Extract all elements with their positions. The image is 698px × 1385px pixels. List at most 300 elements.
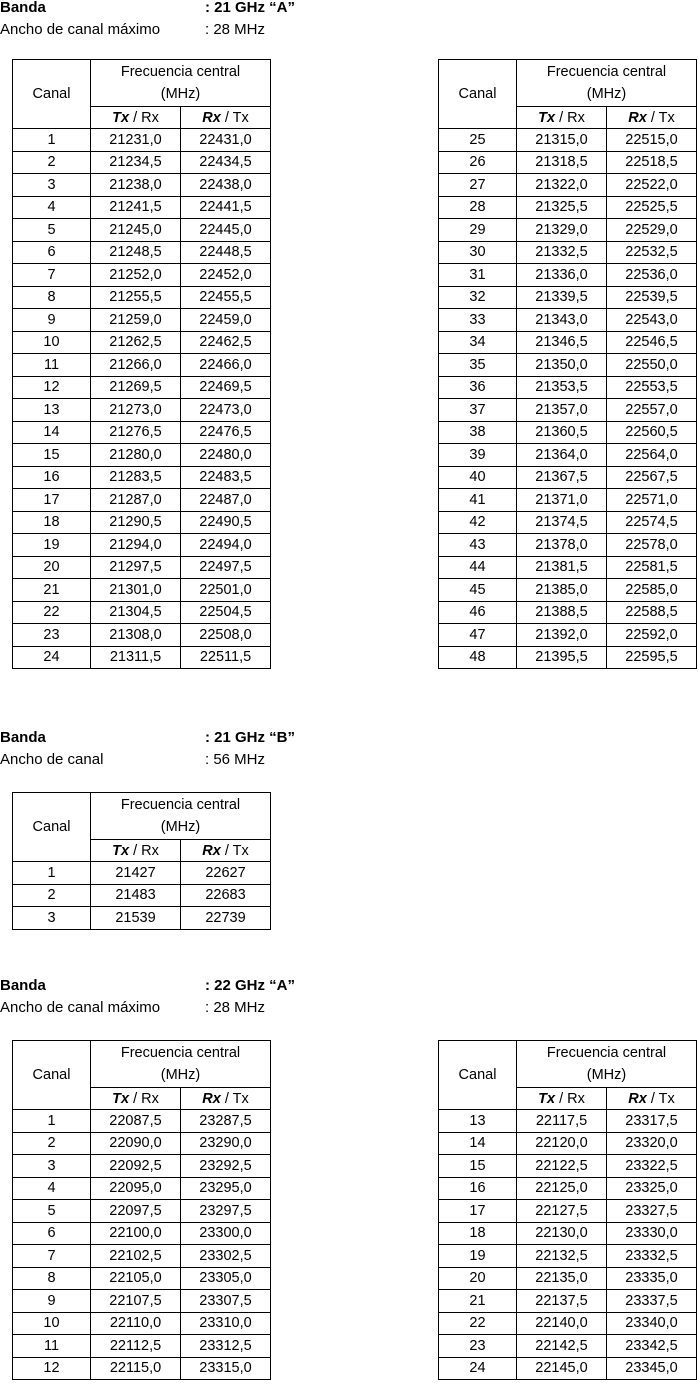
table-row [439, 1155, 697, 1178]
table-row [439, 264, 697, 287]
frequency-header-title: Frecuencia central [120, 797, 241, 813]
frequency-header [91, 1041, 271, 1088]
tx-frequency: 22132,5 [517, 1245, 607, 1268]
table-row [439, 444, 697, 467]
frequency-header-unit: (MHz) [160, 1067, 201, 1083]
rx-frequency: 23297,5 [181, 1200, 271, 1223]
table-row [13, 884, 271, 907]
banda-label: Banda [0, 729, 46, 746]
banda-label: Banda [0, 0, 46, 16]
channel-number: 11 [13, 354, 91, 377]
tx-frequency: 21346,5 [517, 331, 607, 354]
rx-column-header [181, 107, 271, 129]
tx-frequency: 21301,0 [91, 579, 181, 602]
tx-frequency: 22087,5 [91, 1110, 181, 1133]
channel-number: 1 [13, 862, 91, 885]
frequency-header [517, 60, 697, 107]
channel-number: 5 [13, 1200, 91, 1223]
tx-suffix: / Rx [555, 1090, 585, 1107]
tx-frequency: 21248,5 [91, 241, 181, 264]
rx-frequency: 23325,0 [607, 1177, 697, 1200]
channel-number: 22 [13, 601, 91, 624]
tx-column-header [517, 1088, 607, 1110]
rx-frequency: 23302,5 [181, 1245, 271, 1268]
rx-frequency: 22525,5 [607, 196, 697, 219]
table-row [13, 1222, 271, 1245]
table-row [439, 219, 697, 242]
rx-frequency: 22441,5 [181, 196, 271, 219]
table-row [13, 1200, 271, 1223]
rx-label: Rx [202, 109, 221, 126]
rx-frequency: 23290,0 [181, 1132, 271, 1155]
table-row [439, 1200, 697, 1223]
channel-number: 42 [439, 511, 517, 534]
frequency-header [91, 60, 271, 107]
table-row [13, 286, 271, 309]
table-row [13, 511, 271, 534]
rx-frequency: 22438,0 [181, 174, 271, 197]
rx-label: Rx [202, 1090, 221, 1107]
table-row [439, 1312, 697, 1335]
channel-number: 12 [13, 1357, 91, 1380]
tx-frequency: 21357,0 [517, 399, 607, 422]
rx-label: Rx [628, 109, 647, 126]
table-row [13, 907, 271, 930]
rx-suffix: / Tx [646, 1090, 675, 1107]
table-row [13, 174, 271, 197]
table-row [439, 331, 697, 354]
table-row [13, 1132, 271, 1155]
rx-frequency: 22578,0 [607, 534, 697, 557]
channel-number: 4 [13, 1177, 91, 1200]
tx-frequency: 21241,5 [91, 196, 181, 219]
tx-frequency: 21255,5 [91, 286, 181, 309]
tx-frequency: 22097,5 [91, 1200, 181, 1223]
table-row [439, 421, 697, 444]
table-row [439, 556, 697, 579]
tx-frequency: 21325,5 [517, 196, 607, 219]
channel-number: 16 [13, 466, 91, 489]
channel-table-21ghz-a-2 [438, 59, 697, 669]
rx-suffix: / Tx [220, 1090, 249, 1107]
rx-frequency: 22462,5 [181, 331, 271, 354]
channel-number: 29 [439, 219, 517, 242]
channel-number: 20 [439, 1267, 517, 1290]
channel-number: 4 [13, 196, 91, 219]
tx-frequency: 21378,0 [517, 534, 607, 557]
rx-frequency: 22529,0 [607, 219, 697, 242]
tx-frequency: 21290,5 [91, 511, 181, 534]
tx-frequency: 21353,5 [517, 376, 607, 399]
table-row [13, 624, 271, 647]
tx-frequency: 21483 [91, 884, 181, 907]
table-row [13, 241, 271, 264]
channel-number: 28 [439, 196, 517, 219]
rx-frequency: 22501,0 [181, 579, 271, 602]
table-row [13, 264, 271, 287]
rx-frequency: 23322,5 [607, 1155, 697, 1178]
rx-frequency: 22466,0 [181, 354, 271, 377]
table-row [13, 601, 271, 624]
tx-frequency: 22110,0 [91, 1312, 181, 1335]
tx-frequency: 21367,5 [517, 466, 607, 489]
table-row [13, 421, 271, 444]
tx-frequency: 21262,5 [91, 331, 181, 354]
tx-label: Tx [538, 109, 556, 126]
canal-header: Canal [439, 1041, 517, 1110]
table-row [13, 1177, 271, 1200]
rx-suffix: / Tx [220, 109, 249, 126]
tx-frequency: 21252,0 [91, 264, 181, 287]
rx-frequency: 22483,5 [181, 466, 271, 489]
channel-number: 20 [13, 556, 91, 579]
rx-frequency: 22553,5 [607, 376, 697, 399]
rx-frequency: 22448,5 [181, 241, 271, 264]
frequency-header-title: Frecuencia central [120, 64, 241, 80]
channel-number: 9 [13, 309, 91, 332]
table-row [13, 646, 271, 669]
tx-frequency: 22092,5 [91, 1155, 181, 1178]
channel-number: 18 [439, 1222, 517, 1245]
channel-number: 21 [439, 1290, 517, 1313]
rx-frequency: 22539,5 [607, 286, 697, 309]
rx-frequency: 22543,0 [607, 309, 697, 332]
tx-column-header [91, 1088, 181, 1110]
channel-number: 3 [13, 1155, 91, 1178]
rx-frequency: 22564,0 [607, 444, 697, 467]
table-row [13, 376, 271, 399]
tx-frequency: 22102,5 [91, 1245, 181, 1268]
rx-frequency: 22683 [181, 884, 271, 907]
table-row [13, 579, 271, 602]
rx-frequency: 22574,5 [607, 511, 697, 534]
rx-frequency: 22627 [181, 862, 271, 885]
rx-frequency: 22459,0 [181, 309, 271, 332]
tx-frequency: 22107,5 [91, 1290, 181, 1313]
tx-frequency: 22142,5 [517, 1335, 607, 1358]
rx-frequency: 22522,0 [607, 174, 697, 197]
tx-frequency: 21311,5 [91, 646, 181, 669]
table-row [439, 534, 697, 557]
rx-frequency: 22585,0 [607, 579, 697, 602]
rx-column-header [181, 840, 271, 862]
tx-frequency: 21336,0 [517, 264, 607, 287]
rx-frequency: 23342,5 [607, 1335, 697, 1358]
rx-frequency: 22592,0 [607, 624, 697, 647]
table-row [13, 309, 271, 332]
channel-table-22ghz-a-1 [12, 1040, 271, 1380]
frequency-header [91, 793, 271, 840]
channel-number: 46 [439, 601, 517, 624]
channel-number: 33 [439, 309, 517, 332]
tx-frequency: 21245,0 [91, 219, 181, 242]
table-row [439, 196, 697, 219]
rx-suffix: / Tx [646, 109, 675, 126]
ancho-label: Ancho de canal [0, 751, 104, 768]
channel-number: 19 [439, 1245, 517, 1268]
table-row [439, 129, 697, 152]
channel-number: 26 [439, 151, 517, 174]
channel-number: 8 [13, 286, 91, 309]
tx-frequency: 21318,5 [517, 151, 607, 174]
rx-frequency: 22536,0 [607, 264, 697, 287]
rx-frequency: 22494,0 [181, 534, 271, 557]
rx-frequency: 23312,5 [181, 1335, 271, 1358]
tx-frequency: 22122,5 [517, 1155, 607, 1178]
rx-frequency: 22560,5 [607, 421, 697, 444]
tx-frequency: 21381,5 [517, 556, 607, 579]
channel-number: 14 [13, 421, 91, 444]
rx-frequency: 23292,5 [181, 1155, 271, 1178]
tx-frequency: 21315,0 [517, 129, 607, 152]
rx-frequency: 22431,0 [181, 129, 271, 152]
table-row [13, 196, 271, 219]
channel-number: 22 [439, 1312, 517, 1335]
rx-frequency: 23327,5 [607, 1200, 697, 1223]
channel-number: 2 [13, 1132, 91, 1155]
tx-frequency: 21339,5 [517, 286, 607, 309]
rx-frequency: 23315,0 [181, 1357, 271, 1380]
frequency-header [517, 1041, 697, 1088]
tx-frequency: 21388,5 [517, 601, 607, 624]
rx-frequency: 22511,5 [181, 646, 271, 669]
tx-frequency: 22090,0 [91, 1132, 181, 1155]
table-row [13, 444, 271, 467]
frequency-header-unit: (MHz) [586, 86, 627, 102]
table-row [439, 1290, 697, 1313]
channel-number: 23 [13, 624, 91, 647]
tx-label: Tx [112, 109, 130, 126]
table-row [439, 1110, 697, 1133]
rx-frequency: 22571,0 [607, 489, 697, 512]
channel-number: 21 [13, 579, 91, 602]
channel-number: 6 [13, 1222, 91, 1245]
tx-frequency: 22145,0 [517, 1357, 607, 1380]
rx-frequency: 22504,5 [181, 601, 271, 624]
rx-frequency: 22508,0 [181, 624, 271, 647]
table-row [13, 151, 271, 174]
channel-number: 48 [439, 646, 517, 669]
ancho-label: Ancho de canal máximo [0, 21, 161, 38]
channel-number: 10 [13, 1312, 91, 1335]
banda-label: Banda [0, 977, 46, 994]
table-row [439, 309, 697, 332]
channel-number: 31 [439, 264, 517, 287]
channel-number: 9 [13, 1290, 91, 1313]
tx-frequency: 21234,5 [91, 151, 181, 174]
table-row [439, 174, 697, 197]
table-row [13, 331, 271, 354]
rx-column-header [607, 107, 697, 129]
tx-frequency: 21269,5 [91, 376, 181, 399]
rx-frequency: 22445,0 [181, 219, 271, 242]
tx-suffix: / Rx [129, 109, 159, 126]
canal-header: Canal [13, 60, 91, 129]
tx-frequency: 21231,0 [91, 129, 181, 152]
channel-number: 27 [439, 174, 517, 197]
channel-number: 47 [439, 624, 517, 647]
tx-label: Tx [112, 1090, 130, 1107]
rx-suffix: / Tx [220, 842, 249, 859]
tx-frequency: 21350,0 [517, 354, 607, 377]
rx-column-header [607, 1088, 697, 1110]
frequency-header-unit: (MHz) [586, 1067, 627, 1083]
rx-frequency: 22469,5 [181, 376, 271, 399]
tx-frequency: 21283,5 [91, 466, 181, 489]
channel-number: 3 [13, 174, 91, 197]
channel-table-21ghz-a-1 [12, 59, 271, 669]
rx-frequency: 22490,5 [181, 511, 271, 534]
rx-frequency: 23307,5 [181, 1290, 271, 1313]
tx-suffix: / Rx [129, 842, 159, 859]
table-row [13, 1290, 271, 1313]
canal-header: Canal [439, 60, 517, 129]
tx-suffix: / Rx [129, 1090, 159, 1107]
channel-number: 11 [13, 1335, 91, 1358]
rx-frequency: 23337,5 [607, 1290, 697, 1313]
rx-frequency: 22480,0 [181, 444, 271, 467]
tx-frequency: 21266,0 [91, 354, 181, 377]
tx-frequency: 22115,0 [91, 1357, 181, 1380]
table-row [13, 1357, 271, 1380]
channel-number: 43 [439, 534, 517, 557]
rx-label: Rx [628, 1090, 647, 1107]
frequency-header-title: Frecuencia central [546, 1045, 667, 1061]
tx-label: Tx [538, 1090, 556, 1107]
tx-frequency: 22095,0 [91, 1177, 181, 1200]
tx-frequency: 22140,0 [517, 1312, 607, 1335]
table-row [439, 241, 697, 264]
table-row [439, 1132, 697, 1155]
tx-column-header [517, 107, 607, 129]
table-row [13, 1335, 271, 1358]
tx-frequency: 21294,0 [91, 534, 181, 557]
table-row [13, 862, 271, 885]
table-row [13, 466, 271, 489]
tx-frequency: 22127,5 [517, 1200, 607, 1223]
channel-number: 19 [13, 534, 91, 557]
tx-suffix: / Rx [555, 109, 585, 126]
rx-frequency: 23320,0 [607, 1132, 697, 1155]
table-row [13, 1245, 271, 1268]
rx-frequency: 22739 [181, 907, 271, 930]
channel-number: 7 [13, 264, 91, 287]
rx-frequency: 22518,5 [607, 151, 697, 174]
rx-frequency: 22546,5 [607, 331, 697, 354]
table-row [13, 489, 271, 512]
rx-frequency: 22581,5 [607, 556, 697, 579]
ancho-value: : 28 MHz [205, 999, 266, 1016]
tx-frequency: 21332,5 [517, 241, 607, 264]
tx-frequency: 21304,5 [91, 601, 181, 624]
rx-frequency: 23340,0 [607, 1312, 697, 1335]
channel-number: 13 [13, 399, 91, 422]
channel-number: 2 [13, 884, 91, 907]
channel-number: 44 [439, 556, 517, 579]
table-row [439, 601, 697, 624]
channel-number: 45 [439, 579, 517, 602]
table-row [13, 1312, 271, 1335]
channel-number: 24 [13, 646, 91, 669]
table-row [439, 1222, 697, 1245]
banda-value: : 21 GHz “B” [205, 729, 296, 746]
table-row [13, 354, 271, 377]
tx-frequency: 22100,0 [91, 1222, 181, 1245]
channel-table-22ghz-a-2 [438, 1040, 697, 1380]
table-row [439, 1267, 697, 1290]
table-row [13, 534, 271, 557]
rx-frequency: 22434,5 [181, 151, 271, 174]
table-row [439, 399, 697, 422]
rx-frequency: 23305,0 [181, 1267, 271, 1290]
rx-frequency: 23345,0 [607, 1357, 697, 1380]
channel-number: 40 [439, 466, 517, 489]
banda-value: : 21 GHz “A” [205, 0, 296, 16]
table-row [13, 129, 271, 152]
tx-frequency: 21385,0 [517, 579, 607, 602]
channel-number: 25 [439, 129, 517, 152]
table-row [439, 151, 697, 174]
rx-frequency: 22595,5 [607, 646, 697, 669]
rx-frequency: 22550,0 [607, 354, 697, 377]
rx-frequency: 23330,0 [607, 1222, 697, 1245]
canal-header: Canal [13, 793, 91, 862]
tx-frequency: 21364,0 [517, 444, 607, 467]
channel-number: 30 [439, 241, 517, 264]
tx-frequency: 21539 [91, 907, 181, 930]
tx-frequency: 21322,0 [517, 174, 607, 197]
tx-frequency: 21427 [91, 862, 181, 885]
rx-frequency: 23310,0 [181, 1312, 271, 1335]
tx-frequency: 21395,5 [517, 646, 607, 669]
frequency-header-title: Frecuencia central [120, 1045, 241, 1061]
channel-number: 14 [439, 1132, 517, 1155]
tx-column-header [91, 107, 181, 129]
frequency-header-title: Frecuencia central [546, 64, 667, 80]
channel-number: 38 [439, 421, 517, 444]
tx-frequency: 21287,0 [91, 489, 181, 512]
channel-number: 18 [13, 511, 91, 534]
channel-number: 16 [439, 1177, 517, 1200]
channel-number: 12 [13, 376, 91, 399]
rx-frequency: 22497,5 [181, 556, 271, 579]
table-row [439, 624, 697, 647]
table-row [439, 354, 697, 377]
channel-number: 17 [439, 1200, 517, 1223]
table-row [439, 1357, 697, 1380]
tx-label: Tx [112, 842, 130, 859]
ancho-value: : 28 MHz [205, 21, 266, 38]
tx-frequency: 21273,0 [91, 399, 181, 422]
channel-number: 36 [439, 376, 517, 399]
tx-frequency: 21360,5 [517, 421, 607, 444]
tx-frequency: 21259,0 [91, 309, 181, 332]
channel-number: 17 [13, 489, 91, 512]
rx-frequency: 22532,5 [607, 241, 697, 264]
channel-number: 6 [13, 241, 91, 264]
channel-number: 34 [439, 331, 517, 354]
channel-number: 39 [439, 444, 517, 467]
rx-frequency: 22476,5 [181, 421, 271, 444]
tx-frequency: 22105,0 [91, 1267, 181, 1290]
tx-frequency: 21276,5 [91, 421, 181, 444]
ancho-value: : 56 MHz [205, 751, 266, 768]
tx-frequency: 21374,5 [517, 511, 607, 534]
banda-value: : 22 GHz “A” [205, 977, 296, 994]
table-row [13, 1110, 271, 1133]
rx-frequency: 23317,5 [607, 1110, 697, 1133]
rx-frequency: 22567,5 [607, 466, 697, 489]
